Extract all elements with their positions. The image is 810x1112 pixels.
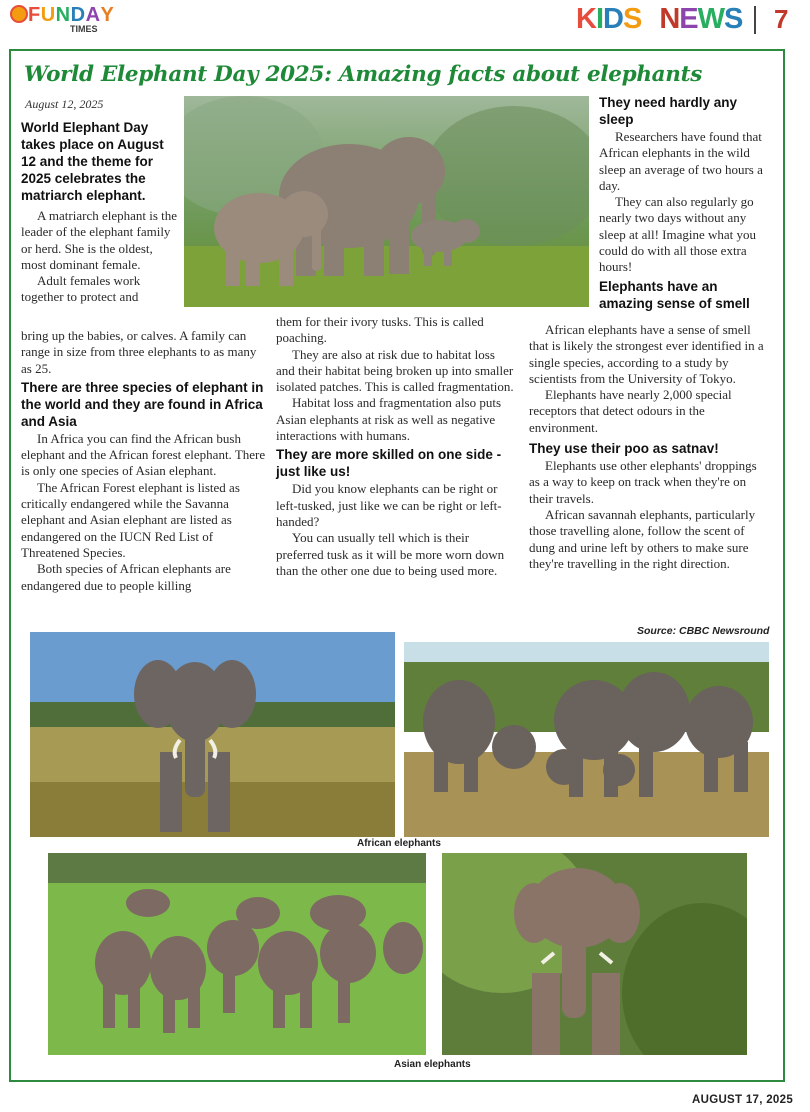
funday-letter: N bbox=[55, 4, 71, 26]
paragraph: They are also at risk due to habitat loss and their habitat being broken up into smaller isolated patches. This is called fragmentation. bbox=[276, 346, 514, 395]
paragraph: They can also regularly go nearly two days without any sleep at all! Imagine what you could do with all those extra hours! bbox=[599, 194, 757, 275]
article-date: August 12, 2025 bbox=[25, 97, 104, 111]
caption-asian-elephants: Asian elephants bbox=[394, 1059, 471, 1070]
article-lead: World Elephant Day takes place on August 12 and the theme for 2025 celebrates the matriarch elephant. bbox=[21, 120, 164, 203]
paragraph: Did you know elephants can be right or left-tusked, just like we can be right or left-handed? bbox=[276, 481, 502, 529]
kids-news-letter: K bbox=[576, 3, 596, 35]
kids-news-letter: I bbox=[595, 3, 604, 35]
paragraph: Elephants have nearly 2,000 special receptors that detect odours in the environment. bbox=[529, 387, 732, 435]
funday-letter: D bbox=[70, 4, 86, 26]
kids-news-letter: D bbox=[603, 3, 623, 35]
photo-african-elephant-single bbox=[30, 632, 395, 837]
header-divider bbox=[754, 6, 756, 34]
photo-asian-elephant-single bbox=[442, 853, 747, 1055]
kids-news-letter: E bbox=[679, 3, 698, 35]
paragraph: them for their ivory tusks. This is called poaching. bbox=[276, 314, 484, 346]
paragraph: The African Forest elephant is listed as critically endangered while the Savanna elephant and Asian elephant are listed as endangered on the IUCN Red List of Threatened Species. bbox=[21, 479, 240, 560]
photo-african-elephant-herd bbox=[404, 642, 769, 837]
section-heading: Elephants have an amazing sense of smell bbox=[599, 278, 750, 311]
section-heading: They need hardly any sleep bbox=[599, 95, 738, 127]
funday-letter: U bbox=[40, 4, 56, 26]
article-column-1-top bbox=[21, 119, 179, 306]
article-column-2 bbox=[276, 314, 516, 579]
kids-news-letter: W bbox=[697, 3, 724, 35]
section-heading: There are three species of elephant in the world and they are found in Africa and Asia bbox=[21, 379, 264, 429]
article-column-1 bbox=[21, 328, 267, 594]
article-column-3-top bbox=[599, 94, 771, 313]
kids-news-letter: N bbox=[659, 3, 680, 35]
section-heading: They use their poo as satnav! bbox=[529, 441, 719, 457]
paragraph: You can usually tell which is their preferred tusk as it will be more worn down than the other one due to being used more. bbox=[276, 530, 505, 578]
footer-date: AUGUST 17, 2025 bbox=[692, 1094, 794, 1106]
paragraph: African elephants have a sense of smell that is likely the strongest ever identified in a single species, according to a study by scientists from the University of Tokyo. bbox=[529, 322, 764, 386]
article-column-3 bbox=[529, 322, 769, 572]
paragraph: Elephants use other elephants' droppings as a way to keep on track when they're on their travels. bbox=[529, 458, 757, 506]
kids-news-letter: S bbox=[622, 3, 642, 35]
paragraph: Researchers have found that African elephants in the wild sleep an average of two hours a day. bbox=[599, 129, 763, 193]
funday-letter: A bbox=[85, 4, 101, 26]
paragraph: In Africa you can find the African bush elephant and the African forest elephant. There is only one species of Asian elephant. bbox=[21, 430, 266, 479]
funday-letter: Y bbox=[100, 4, 115, 26]
photo-elephant-family bbox=[184, 96, 589, 307]
funday-logo-subtitle: TIMES bbox=[70, 24, 98, 34]
paragraph: A matriarch elephant is the leader of the elephant family or herd. She is the oldest, most dominant female. bbox=[21, 208, 178, 272]
kids-news-letter: S bbox=[723, 3, 743, 35]
paragraph: Both species of African elephants are endangered due to people killing bbox=[21, 561, 231, 593]
section-heading: They are more skilled on one side - just like us! bbox=[276, 447, 502, 480]
article-title: World Elephant Day 2025: Amazing facts about elephants bbox=[24, 62, 703, 87]
photo-asian-elephant-herd bbox=[48, 853, 426, 1055]
kids-news-logo[interactable] bbox=[576, 3, 742, 36]
sun-icon bbox=[10, 5, 28, 23]
funday-times-logo[interactable] bbox=[8, 4, 120, 36]
caption-african-elephants: African elephants bbox=[357, 838, 441, 849]
paragraph: Habitat loss and fragmentation also puts Asian elephants at risk as well as negative interactions with humans. bbox=[276, 395, 502, 444]
source-credit: Source: CBBC Newsround bbox=[637, 625, 770, 637]
paragraph: bring up the babies, or calves. A family can range in size from three elephants to as many as 25. bbox=[21, 328, 257, 376]
page-number: 7 bbox=[774, 4, 789, 34]
funday-letter: F bbox=[28, 4, 41, 26]
paragraph: Adult females work together to protect and bbox=[21, 273, 141, 305]
paragraph: African savannah elephants, particularly those travelling alone, follow the scent of dung and urine left by others to make sure they're travelling in the right direction. bbox=[529, 506, 756, 571]
